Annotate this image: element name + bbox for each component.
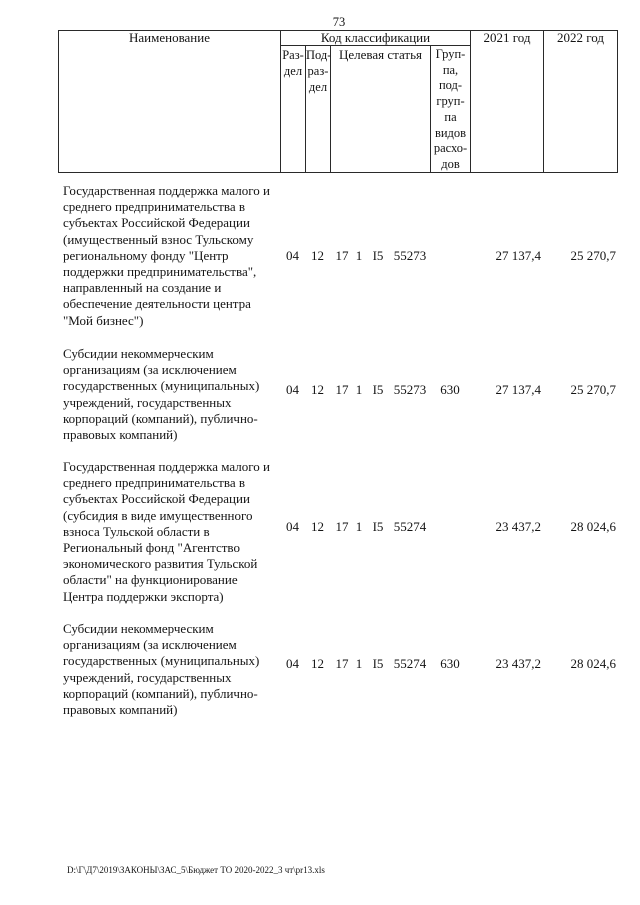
target-code-program: 17 <box>335 519 349 534</box>
footer-file-path: D:\Г\Д7\2019\ЗАКОНЫ\ЗАС_5\Бюджет ТО 2020-2022_3 чт\pr13.xls <box>67 865 325 875</box>
target-code-project: I5 <box>372 248 384 263</box>
row-name: Субсидии некоммерческим организациям (за исключением государственных (муниципальных) учреждений, государственных корпораций (компаний), публично- правовых компаний) <box>63 621 260 718</box>
target-code-direction: 55274 <box>393 656 427 671</box>
target-code-project: I5 <box>372 519 384 534</box>
target-code-direction: 55273 <box>393 382 427 397</box>
row-codes <box>0 248 640 264</box>
amount-2021: 27 137,4 <box>495 382 541 397</box>
section-code: 04 <box>286 656 299 671</box>
header-year-2022: 2022 год <box>543 30 618 173</box>
header-classification: Код классификации <box>280 30 471 46</box>
amount-2021: 23 437,2 <box>495 656 541 671</box>
amount-2022: 28 024,6 <box>570 519 616 534</box>
row-codes <box>0 519 640 535</box>
amount-2022: 25 270,7 <box>570 382 616 397</box>
subsection-code: 12 <box>311 656 324 671</box>
header-section: Раз- дел <box>280 45 306 173</box>
header-name: Наименование <box>58 30 281 173</box>
header-target-article: Целевая статья <box>330 45 431 173</box>
subsection-code: 12 <box>311 248 324 263</box>
target-code-project: I5 <box>372 656 384 671</box>
target-code-program: 17 <box>335 248 349 263</box>
subsection-code: 12 <box>311 519 324 534</box>
amount-2021: 23 437,2 <box>495 519 541 534</box>
section-code: 04 <box>286 519 299 534</box>
target-code-subprogram: 1 <box>355 519 363 534</box>
target-code-direction: 55274 <box>393 519 427 534</box>
subsection-code: 12 <box>311 382 324 397</box>
section-code: 04 <box>286 382 299 397</box>
amount-2022: 28 024,6 <box>570 656 616 671</box>
target-code-program: 17 <box>335 382 349 397</box>
expense-group-code: 630 <box>440 382 460 397</box>
row-codes <box>0 656 640 672</box>
header-expense-group: Груп- па, под- груп- па видов расхо- дов <box>430 45 471 173</box>
header-year-2021: 2021 год <box>470 30 544 173</box>
section-code: 04 <box>286 248 299 263</box>
target-code-direction: 55273 <box>393 248 427 263</box>
row-name: Государственная поддержка малого и среднего предпринимательства в субъектах Российской Федерации (субсидия в виде имущественного взноса Тульской области в Региональный фонд "Агентство экономического развития Тульской области" на функционирование Центра поддержки экспорта) <box>63 459 270 604</box>
target-code-subprogram: 1 <box>355 656 363 671</box>
header-subsection: Под- раз- дел <box>305 45 331 173</box>
amount-2021: 27 137,4 <box>495 248 541 263</box>
page-number: 73 <box>332 15 346 29</box>
target-code-program: 17 <box>335 656 349 671</box>
row-name: Субсидии некоммерческим организациям (за исключением государственных (муниципальных) учреждений, государственных корпораций (компаний), публично- правовых компаний) <box>63 346 260 443</box>
target-code-subprogram: 1 <box>355 248 363 263</box>
row-name: Государственная поддержка малого и среднего предпринимательства в субъектах Российской Федерации (имущественный взнос Тульскому региональному фонду "Центр поддержки предпринимательства", направленный на создание и обеспечение деятельности центра "Мой бизнес") <box>63 183 270 328</box>
row-codes <box>0 382 640 398</box>
expense-group-code: 630 <box>440 656 460 671</box>
target-code-project: I5 <box>372 382 384 397</box>
amount-2022: 25 270,7 <box>570 248 616 263</box>
target-code-subprogram: 1 <box>355 382 363 397</box>
